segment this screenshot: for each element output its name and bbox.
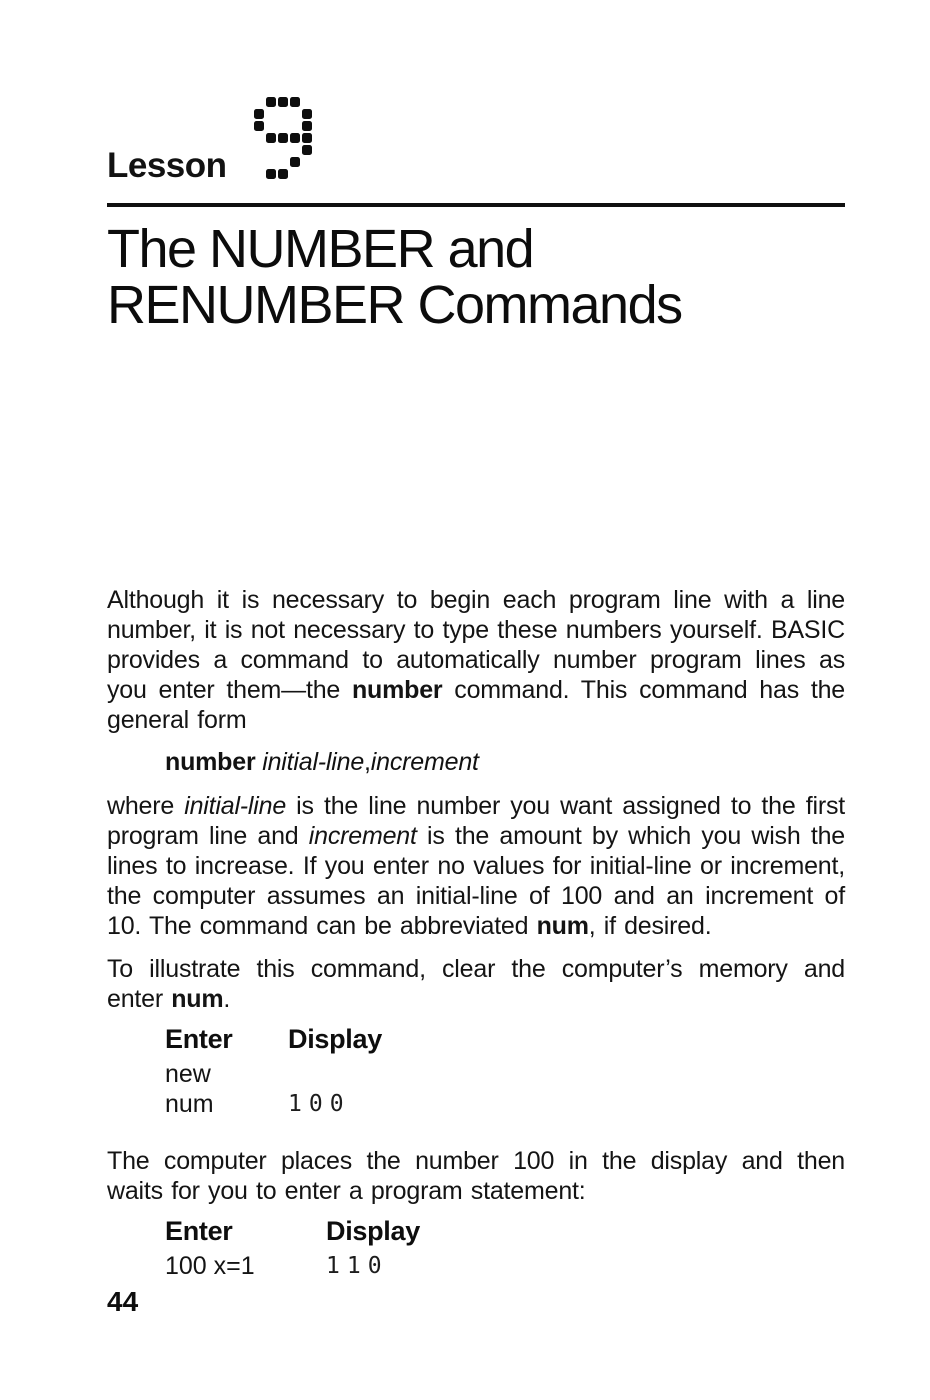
enter-value: num [165,1090,214,1118]
lesson-number-dot-matrix [254,97,314,181]
enter-display-table-2 [165,1214,845,1281]
lesson-label: Lesson [107,146,227,186]
paragraph-illustrate: To illustrate this command, clear the computer’s memory and enter num. [107,955,845,1013]
display-value: 100 [288,1091,351,1117]
paragraph-intro: Although it is necessary to begin each program line with a line number, it is not necessary to type these numbers yourself. BASIC provides a command to automatically number program lines as you enter them—the number command. This command has the general form [107,586,845,734]
page-number: 44 [107,1286,139,1317]
table-1-header-row [165,1022,845,1056]
command-syntax-line: number initial-line,increment [165,748,479,776]
table-1-enter-header: Enter [165,1024,233,1054]
chapter-title-line-1: The NUMBER and [107,219,534,279]
enter-display-table-1 [165,1022,845,1119]
lesson-header [107,97,845,186]
chapter-title [107,221,845,333]
display-value: 110 [326,1253,389,1279]
chapter-title-line-2: RENUMBER Commands [107,275,682,335]
enter-value: 100 x=1 [165,1252,255,1280]
table-2-header-row [165,1214,845,1248]
table-2-display-header: Display [326,1216,420,1246]
table-row [165,1089,845,1119]
header-rule [107,203,845,207]
paragraph-result: The computer places the number 100 in the display and then waits for you to enter a program statement: [107,1147,845,1205]
paragraph-where: where initial-line is the line number you want assigned to the first program line and increment is the amount by which you wish the lines to increase. If you enter no values for initial-line or increment, the computer assumes an initial-line of 100 and an increment of 10. The command can be abbreviated num, if desired. [107,792,845,940]
enter-value: new [165,1060,211,1088]
table-1-body [165,1059,845,1119]
page-content [107,0,845,1281]
table-1-display-header: Display [288,1024,382,1054]
table-2-enter-header: Enter [165,1216,233,1246]
table-2-body [165,1251,845,1281]
table-row [165,1059,845,1089]
table-row [165,1251,845,1281]
